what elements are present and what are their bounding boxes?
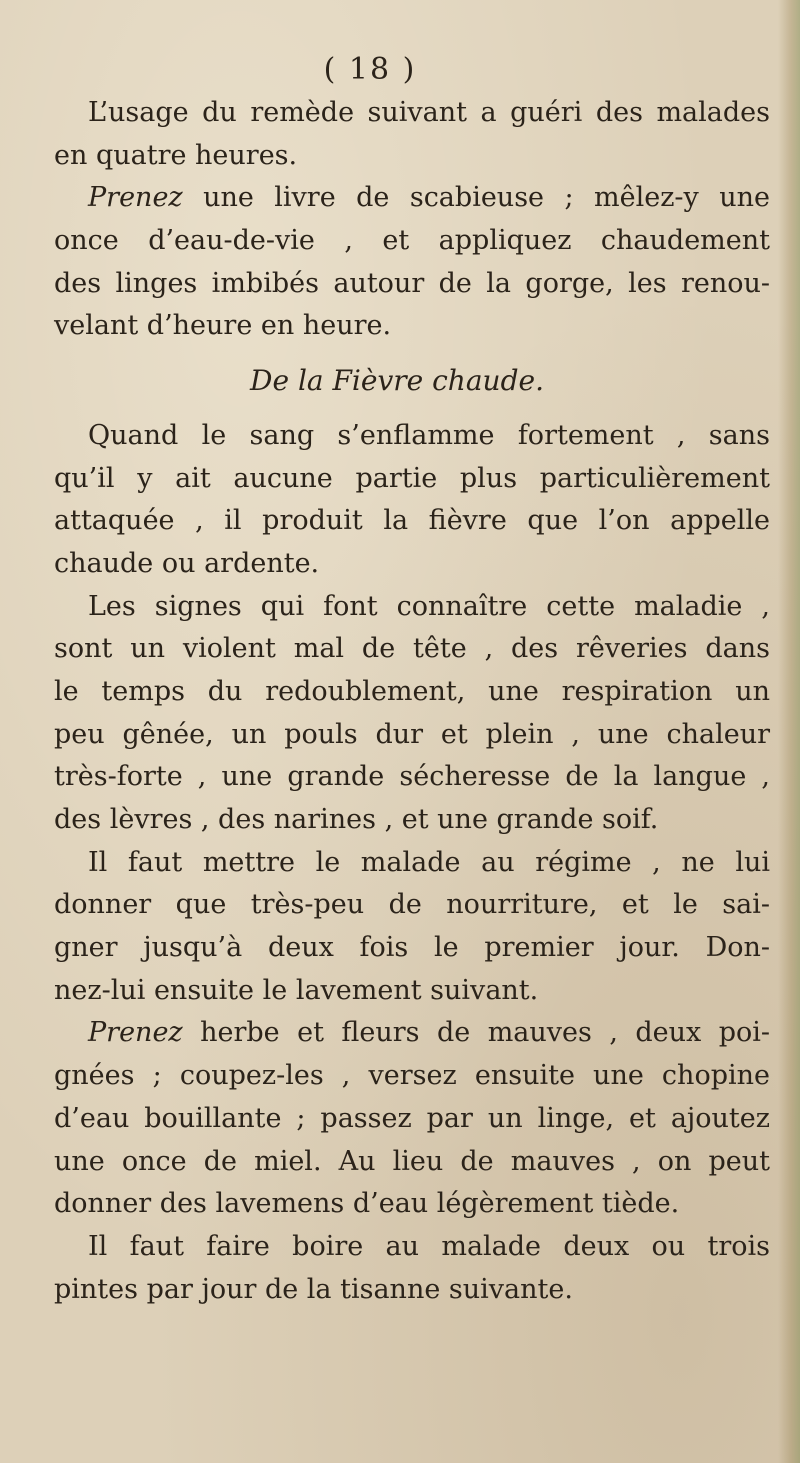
paragraph-remedy-intro bbox=[54, 92, 770, 177]
text-line-rest: une livre de scabieuse ; mêlez-y une bbox=[182, 182, 770, 214]
text-line: L’usage du remède suivant a guéri des malades bbox=[88, 97, 770, 128]
text-line: Quand le sang s’enflamme fortement , sans bbox=[88, 419, 770, 451]
text-line-rest: herbe et fleurs de mauves , deux poi- bbox=[182, 1017, 770, 1049]
text-line: des lèvres , des narines , et une grande soif. bbox=[54, 804, 659, 835]
text-line: donner que très-peu de nourriture, et le sai- bbox=[54, 889, 770, 921]
body-text bbox=[54, 92, 770, 1311]
text-line: très-forte , une grande sécheresse de la langue , bbox=[54, 761, 770, 793]
text-line: chaude ou ardente. bbox=[54, 547, 320, 579]
text-line: qu’il y ait aucune partie plus particulièrement bbox=[54, 462, 770, 494]
text-line: nez-lui ensuite le lavement suivant. bbox=[54, 974, 539, 1006]
section-heading: De la Fièvre chaude. bbox=[250, 364, 544, 398]
paragraph-tisane-intro bbox=[54, 1226, 770, 1311]
text-line: en quatre heures. bbox=[54, 139, 298, 171]
text-line: pintes par jour de la tisanne suivante. bbox=[54, 1273, 573, 1305]
text-line: une once de miel. Au lieu de mauves , on peut bbox=[54, 1145, 770, 1177]
text-line: le temps du redoublement, une respiration un bbox=[54, 675, 770, 707]
text-line: sont un violent mal de tête , des rêveries dans bbox=[54, 633, 770, 665]
text-line: Les signes qui font connaître cette maladie , bbox=[88, 590, 770, 622]
text-line: des linges imbibés autour de la gorge, les renou- bbox=[54, 267, 770, 299]
text-line: d’eau bouillante ; passez par un linge, et ajoutez bbox=[54, 1102, 770, 1134]
paragraph-fever-description bbox=[54, 415, 770, 586]
text-line bbox=[54, 1012, 770, 1055]
paragraph-fever-signs bbox=[54, 586, 770, 842]
page-number: ( 18 ) bbox=[323, 52, 417, 87]
text-line: gnées ; coupez-les , versez ensuite une chopine bbox=[54, 1060, 770, 1092]
text-line: Il faut faire boire au malade deux ou trois bbox=[88, 1230, 770, 1262]
text-line: velant d’heure en heure. bbox=[54, 310, 392, 342]
recipe-lead-word: Prenez bbox=[88, 182, 183, 214]
paragraph-fever-treatment bbox=[54, 842, 770, 1013]
text-line: Il faut mettre le malade au régime , ne lui bbox=[88, 846, 770, 878]
paragraph-scabieuse-recipe bbox=[54, 177, 770, 348]
text-line bbox=[54, 177, 770, 220]
text-line: gner jusqu’à deux fois le premier jour. Don- bbox=[54, 932, 770, 964]
text-line: peu gênée, un pouls dur et plein , une chaleur bbox=[54, 718, 770, 750]
recipe-lead-word: Prenez bbox=[88, 1017, 183, 1049]
text-line: attaquée , il produit la fièvre que l’on appelle bbox=[54, 505, 770, 537]
paragraph-mauves-recipe bbox=[54, 1012, 770, 1225]
text-line: donner des lavemens d’eau légèrement tiède. bbox=[54, 1188, 680, 1220]
page-edge-shadow bbox=[778, 0, 800, 1463]
text-line: once d’eau-de-vie , et appliquez chaudement bbox=[54, 225, 770, 257]
